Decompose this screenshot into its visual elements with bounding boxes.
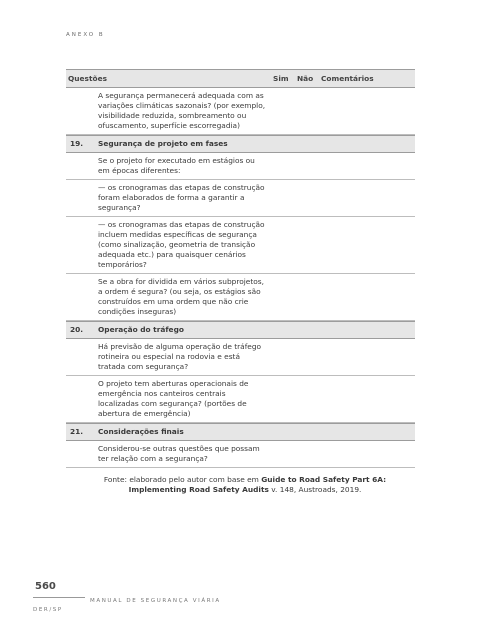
question-row — [66, 217, 415, 274]
checklist-table — [66, 69, 415, 468]
section-title: Segurança de projeto em fases — [98, 139, 228, 148]
page-number: 560 — [35, 581, 56, 592]
section-number: 19. — [70, 139, 84, 148]
question-row — [66, 274, 415, 321]
question-text: Se a obra for dividida em vários subprojetos, a ordem é segura? (ou seja, os estágios são construídos em uma ordem que não crie condições inseguras) — [98, 277, 264, 316]
question-row — [66, 441, 415, 468]
manual-title: MANUAL DE SEGURANÇA VIÁRIA — [90, 598, 221, 604]
column-header-comentarios: Comentários — [321, 74, 374, 83]
section-title: Operação do tráfego — [98, 325, 184, 334]
column-header-questoes: Questões — [68, 74, 107, 83]
section-header-19 — [66, 135, 415, 153]
question-row — [66, 88, 415, 135]
question-text: Se o projeto for executado em estágios ou em épocas diferentes: — [98, 156, 255, 175]
column-header-nao: Não — [297, 74, 314, 83]
question-row — [66, 376, 415, 423]
question-row — [66, 339, 415, 376]
question-text: O projeto tem aberturas operacionais de emergência nos canteiros centrais localizadas com segurança? (portões de abertura de emergência) — [98, 379, 249, 418]
question-row — [66, 153, 415, 180]
footer-divider — [33, 597, 85, 598]
publisher-label: DER/SP — [33, 607, 63, 613]
question-text: A segurança permanecerá adequada com as variações climáticas sazonais? (por exemplo, visibilidade reduzida, sombreamento ou ofuscamento, superfície escorregadia) — [98, 91, 266, 130]
source-note — [100, 475, 390, 495]
section-header-21 — [66, 423, 415, 441]
source-prefix: Fonte: elaborado pelo autor com base em — [103, 475, 262, 484]
column-header-sim: Sim — [273, 74, 289, 83]
section-number: 21. — [70, 427, 84, 436]
question-text: — os cronogramas das etapas de construção foram elaborados de forma a garantir a segurança? — [98, 183, 265, 212]
section-number: 20. — [70, 325, 84, 334]
question-text: Considerou-se outras questões que possam ter relação com a segurança? — [98, 444, 260, 463]
annex-label: ANEXO B — [66, 32, 105, 38]
question-row — [66, 180, 415, 217]
source-title: Guide to Road Safety Part 6A: Implementing Road Safety Audits — [128, 475, 387, 494]
section-header-20 — [66, 321, 415, 339]
table-header — [66, 69, 415, 88]
question-text: — os cronogramas das etapas de construção incluem medidas específicas de segurança (como sinalização, geometria de transição adequada etc.) para quaisquer cenários temporários? — [98, 220, 265, 269]
source-suffix: v. 148, Austroads, 2019. — [268, 485, 362, 494]
section-title: Considerações finais — [98, 427, 184, 436]
question-text: Há previsão de alguma operação de tráfego rotineira ou especial na rodovia e está tratada com segurança? — [98, 342, 262, 371]
